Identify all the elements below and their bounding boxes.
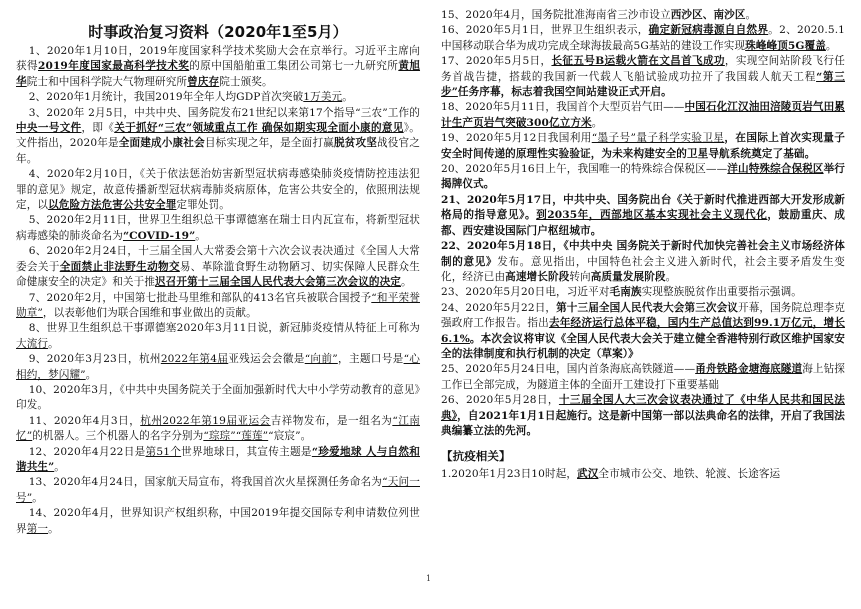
item-text: 11、2020年4月3日， (28, 414, 141, 427)
news-item (16, 383, 420, 414)
item-text: ，自2021年1月1日起施行。这是新中国第一部以法典命名的法律，开启了我国法典编纂立法的先河。 (441, 409, 845, 437)
news-item (16, 44, 420, 90)
item-text: 。 (85, 368, 97, 381)
item-text: 17、2020年5月5日， (441, 55, 552, 68)
news-item (441, 131, 845, 162)
item-text: 10、2020年3月，《中共中央国务院关于全面加强新时代大中小学劳动教育的意见》印发。 (16, 383, 420, 412)
item-text: 20、2020年5月16日上午，我国唯一的特殊综合保税区—— (441, 163, 728, 176)
item-text: 中国石化江汉油田涪陵页岩气田累计生产页岩气突破300亿立方米 (441, 101, 845, 129)
item-text: 关于抓好“三农”领域重点工作 确保如期实现全面小康的意见 (114, 122, 404, 135)
news-item (16, 167, 420, 213)
item-text: 15、2020年4月，国务院批准海南省三沙市设立 (441, 9, 671, 21)
item-text: “第三步” (441, 70, 845, 99)
news-item (441, 162, 845, 193)
item-text: 。 (401, 276, 412, 289)
item-text: 。 (48, 337, 59, 350)
item-text: 24、2020年5月22日， (441, 301, 557, 314)
item-text: 。本次会议将审议《全国人民代表大会关于建立健全香港特别行政区维护国家安全的法律制度和执行机制的决定（草案）》 (441, 332, 845, 360)
page-number: 1 (426, 574, 432, 583)
item-text: 23、2020年5月20日电，习近平对 (441, 286, 610, 299)
item-text: 1.2020年1月23日10时起， (441, 467, 578, 480)
item-text: 5、2020年2月11日，世界卫生组织总干事谭德塞在瑞士日内瓦宣布，将新型冠状病毒感染的肺炎命名为 (16, 214, 420, 242)
news-item (441, 100, 845, 131)
item-text: “珍爱地球 人与自然和谐共生” (16, 445, 420, 473)
item-text: 高速增长阶段 (505, 270, 570, 283)
item-text: 西沙区、南沙区 (670, 9, 746, 21)
item-text: “江南忆” (16, 414, 420, 443)
news-item (441, 467, 845, 482)
news-item (16, 414, 420, 445)
news-item (16, 213, 420, 244)
right-item-list (441, 8, 845, 439)
item-text: 以危险方法危害公共安全罪 (48, 199, 177, 212)
item-text: ，以表彰他们为联合国维和事业做出的贡献。 (42, 306, 257, 319)
news-item (441, 239, 845, 285)
item-text: 毛南族 (609, 286, 642, 299)
news-item (441, 54, 845, 100)
item-text: 的原中国船舶重工集团公司第七一九研究所 (189, 60, 399, 73)
item-text: 8、世界卫生组织总干事谭德塞2020年3月11日说，新冠肺炎疫情从特征上可称为 (28, 322, 420, 335)
item-text: “宸宸”。 (268, 430, 312, 443)
item-text: 去年经济运行总体平稳，国内生产总值达到99.1万亿元，增长6.1% (441, 317, 846, 345)
item-text: 发布。意见指出，中国特色社会主义进入新时代，社会主要矛盾发生变化，经济已由 (441, 255, 845, 283)
item-text: 。2、2020.5.1中国移动联合华为成功完成全球海拔最高5G基站的建设工作实现 (441, 24, 846, 52)
item-text: 易、革除滥食野生动物陋习、切实保障人民群众生命健康安全的决定》和关于推 (16, 260, 420, 289)
item-text: 院士颁奖。 (219, 75, 273, 88)
item-text: 全面禁止非法野生动物交 (59, 260, 180, 273)
item-text: 。 (591, 116, 603, 129)
item-text: 的机器人。三个机器人的名字分别为 (32, 430, 204, 443)
item-text: 洋山特殊综合保税区 (727, 163, 824, 176)
item-text: 定罪处罚。 (176, 199, 230, 212)
item-text: 确定新冠病毒源自自然界 (648, 24, 769, 37)
item-text: 第十三届全国人民代表大会第三次会议 (556, 301, 738, 314)
news-item (16, 475, 420, 506)
item-text: 。 (32, 491, 43, 504)
item-text: 到2035年，西部地区基本实现社会主义现代化 (536, 209, 768, 222)
item-text: “墨子号”量子科学实验卫星 (591, 132, 725, 145)
news-item (16, 352, 420, 383)
item-text: 。 (825, 39, 837, 52)
item-text: 12、2020年4月22日是 (28, 445, 146, 458)
news-item (441, 301, 845, 363)
item-text: 任务序幕，标志着我国空间站建设正式开启。 (457, 86, 672, 99)
item-text: 1万美元 (303, 91, 343, 104)
item-text: 武汉 (577, 467, 599, 480)
item-text: 亚残运会会徽是 (228, 353, 305, 366)
item-text: 18、2020年5月11日，我国首个大型页岩气田—— (441, 101, 685, 114)
item-text: 1、2020年1月10日，2019年度国家科学技术奖励大会在京举行。习近平主席向获得 (16, 45, 420, 73)
news-item (16, 244, 420, 290)
item-text: 举行揭牌仪式。 (441, 163, 845, 191)
item-text: 脱贫攻坚 (333, 137, 378, 150)
left-column (16, 8, 420, 537)
item-text: 13、2020年4月24日，国家航天局宣布，将我国首次火星探测任务命名为 (28, 476, 383, 489)
item-text: 战役官之年。 (16, 137, 420, 165)
item-text: “天问一号” (16, 476, 420, 504)
section-item-list (441, 467, 845, 482)
news-item (441, 8, 845, 23)
item-text: 开幕，国务院总理李克强政府工作报告。指出 (441, 301, 845, 330)
item-text: 甬舟铁路金塘海底隧道 (695, 363, 803, 376)
item-text: 吉祥物发布，是一组名为 (270, 414, 393, 427)
item-text: 4、2020年2月10日，《关于依法惩治妨害新型冠状病毒感染肺炎疫情防控违法犯罪的意见》规定，故意传播新型冠状病毒肺炎病原体，危害公共安全的，依照刑法规定，以 (16, 168, 420, 212)
item-text: 。 (48, 522, 59, 535)
item-text: 25、2020年5月24日电，国内首条海底高铁隧道—— (441, 363, 696, 376)
news-item (441, 362, 845, 393)
item-text: ，实现空间站阶段飞行任务首战告捷，搭载的我国新一代载人飞船试验成功拉开了我国载人航天工程 (441, 55, 845, 83)
news-item (441, 285, 845, 300)
item-text: “琮琮”“莲莲” (203, 430, 269, 443)
item-text: 目标实现之年，是全面打赢 (204, 137, 334, 150)
item-text: “COVID-19” (122, 229, 196, 242)
item-text: 19、2020年5月12日我国利用 (441, 132, 592, 145)
item-text: 》。文件指出，2020年是 (16, 122, 420, 150)
item-text: 。 (665, 270, 677, 283)
document-title: 时事政治复习资料（2020年1至5月） (88, 23, 348, 41)
news-item (16, 506, 420, 537)
right-column (441, 8, 845, 482)
item-text: 全市城市公交、地铁、轮渡、长途客运 (598, 467, 781, 480)
news-item (16, 90, 420, 105)
item-text: 7、2020年2月，中国第七批赴马里维和部队的413名官兵被联合国授予 (28, 291, 372, 304)
item-text: 曾庆存 (187, 75, 220, 88)
news-item (441, 393, 845, 439)
item-text: “和平荣誉勋章” (16, 291, 420, 319)
item-text: 26、2020年5月28日， (441, 394, 559, 407)
item-text: 9、2020年3月23日，杭州 (28, 353, 161, 366)
section-heading: 【抗疫相关】 (441, 449, 511, 464)
item-text: “心相约，梦闪耀” (16, 353, 421, 381)
item-text: 中央一号文件 (16, 122, 82, 135)
item-text: 全面建成小康社会 (118, 137, 205, 150)
item-text: 2022年第4届 (160, 353, 229, 366)
item-text: 转向 (569, 270, 591, 283)
item-text: 。 (54, 460, 65, 473)
news-item (16, 321, 420, 352)
item-text: 大流行 (16, 337, 49, 350)
item-text: 实现整族脱贫作出重要指示强调。 (641, 286, 802, 299)
news-item (16, 106, 420, 168)
item-text: 3、2020年 2月5日，中共中央、国务院发布21世纪以来第17个指导“三农”工作的 (28, 106, 420, 119)
item-text: 22、2020年5月18日，《中共中央 国务院关于新时代加快完善社会主义市场经济体制的意见》 (441, 240, 845, 268)
item-text: ，在国际上首次实现量子安全时间传递的原理性实验验证，为未来构建安全的卫星导航系统奠定了基础。 (441, 132, 845, 160)
left-item-list (16, 44, 420, 537)
item-text: 第51个 (145, 445, 182, 458)
item-text: 高质量发展阶段 (590, 270, 666, 283)
news-item (441, 23, 845, 54)
item-text: 海上钻探工作已全部完成，为隧道主体的全面开工建设打下重要基础 (441, 363, 845, 391)
item-text: 院士和中国科学院大气物理研究所 (26, 75, 188, 88)
item-text: 杭州2022年第19届亚运会 (140, 414, 271, 427)
item-text: 长征五号B运载火箭在文昌首飞成功 (551, 55, 725, 68)
item-text: 2019年度国家最高科学技术奖 (38, 60, 190, 73)
news-item (16, 291, 420, 322)
item-text: 黄旭华 (16, 60, 421, 88)
item-text: 第一 (26, 522, 49, 535)
item-text: 21、2020年5月17日，中共中央、国务院出台《关于新时代推进西部大开发形成新格局的指导意见》。 (441, 193, 845, 222)
item-text: ，主题口号是 (337, 353, 404, 366)
item-text: ，即《 (81, 122, 115, 135)
item-text: 。 (745, 9, 757, 21)
item-text: 迟召开第十三届全国人民代表大会第三次会议的决定 (155, 276, 401, 289)
item-text: 。 (342, 91, 353, 104)
item-text: 十三届全国人大三次会议表决通过了《中华人民共和国民法典》 (441, 394, 845, 422)
item-text: 6、2020年2月24日，十三届全国人大常委会第十六次会议表决通过《全国人大常委会关于 (16, 245, 420, 273)
news-item (16, 445, 420, 476)
item-text: 世界地球日，其宣传主题是 (181, 445, 312, 458)
item-text: 14、2020年4月，世界知识产权组织称，中国2019年提交国际专利申请数位列世界 (16, 507, 420, 535)
news-item (441, 193, 845, 239)
item-text: 16、2020年5月1日，世界卫生组织表示， (441, 24, 649, 37)
item-text: 2、2020年1月统计，我国2019年全年人均GDP首次突破 (28, 91, 304, 104)
item-text: “向前” (304, 353, 338, 366)
item-text: 珠峰峰顶5G覆盖 (745, 39, 826, 52)
item-text: ，鼓励重庆、成都、西安建设国际门户枢纽城市。 (441, 209, 846, 237)
item-text: 。 (195, 229, 206, 242)
